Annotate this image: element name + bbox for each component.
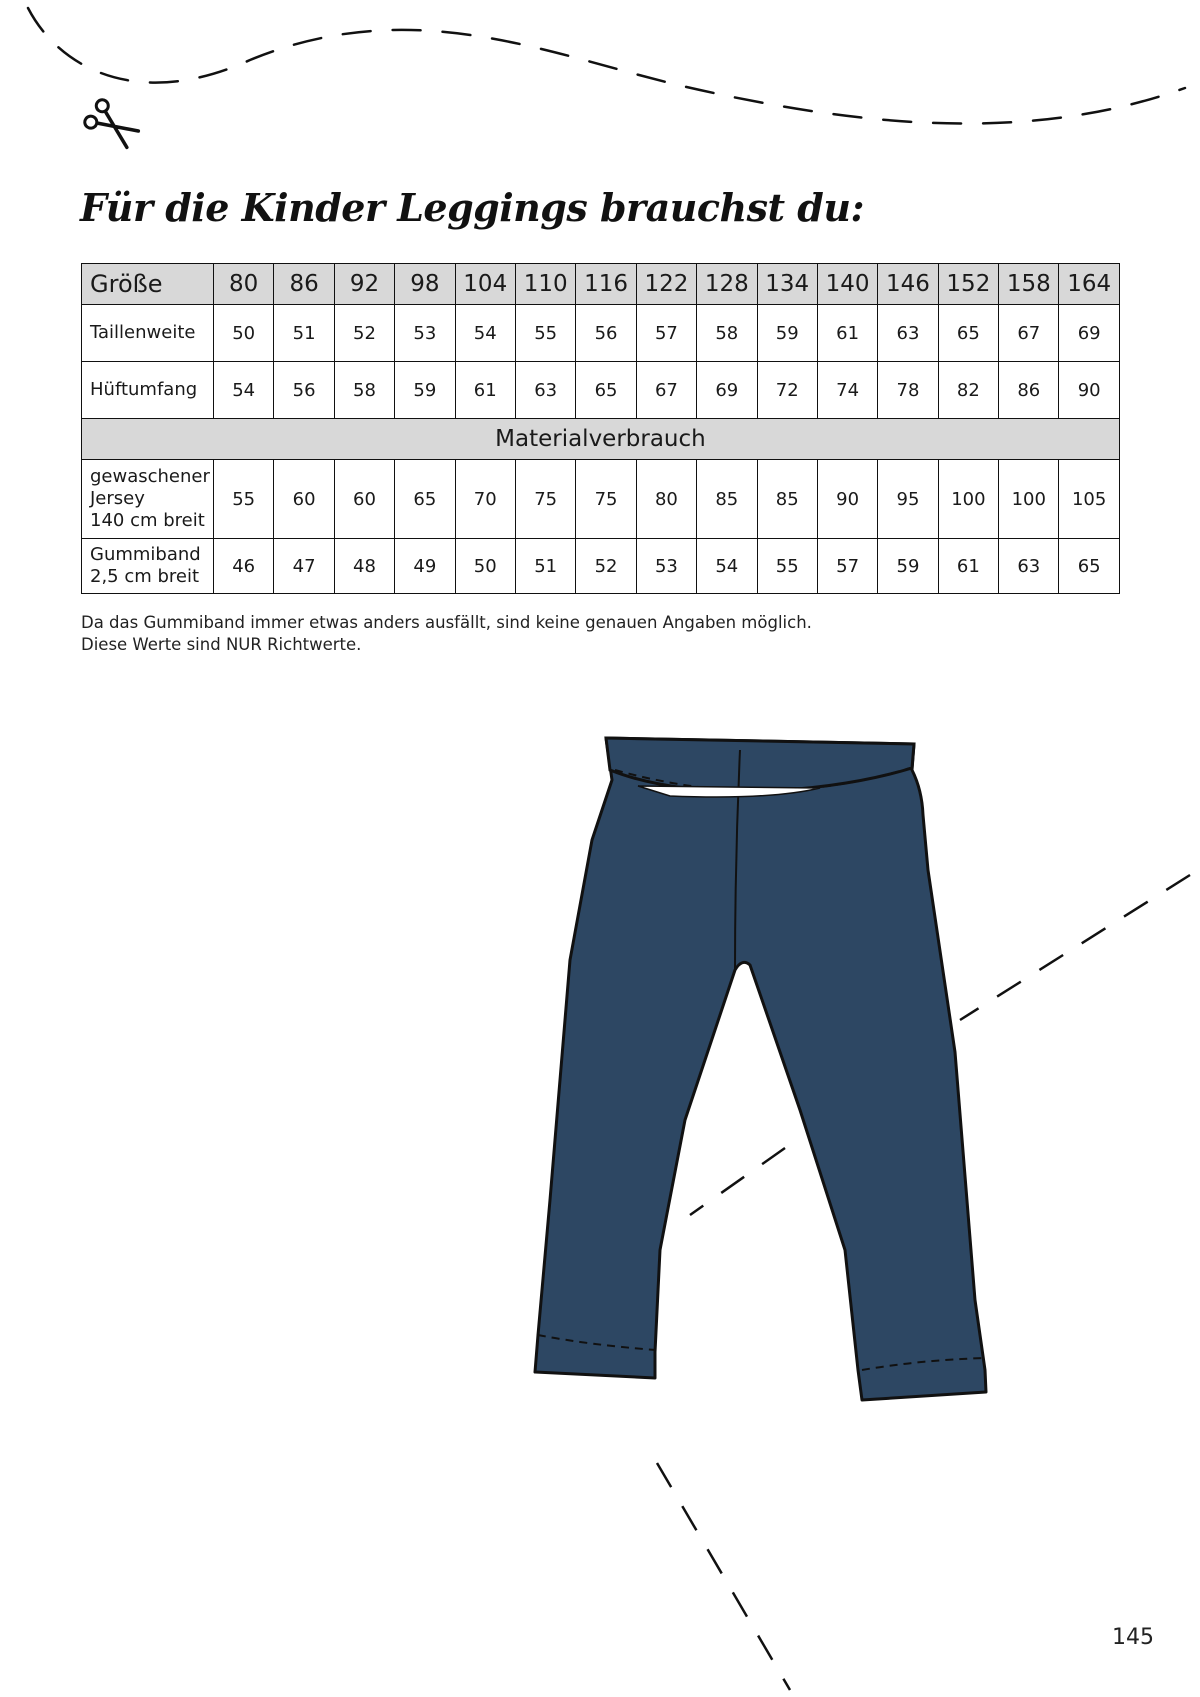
jersey-label-line: 140 cm breit [90, 510, 205, 531]
jersey-label [82, 460, 214, 539]
hip-cell: 90 [1059, 362, 1119, 419]
elastic-cell: 63 [999, 539, 1059, 594]
jersey-label-line: gewaschener [90, 466, 210, 487]
waist-cell: 59 [757, 305, 817, 362]
jersey-cell: 95 [878, 460, 938, 539]
jersey-row [82, 460, 1120, 539]
size-cell: 110 [515, 264, 575, 305]
waist-cell: 57 [636, 305, 696, 362]
leggings-body [535, 738, 986, 1400]
elastic-cell: 61 [938, 539, 998, 594]
material-section-row [82, 419, 1120, 460]
elastic-cell: 65 [1059, 539, 1119, 594]
waist-cell: 69 [1059, 305, 1119, 362]
size-cell: 128 [697, 264, 757, 305]
elastic-cell: 54 [697, 539, 757, 594]
jersey-cell: 60 [274, 460, 334, 539]
scissors-icon [82, 97, 141, 152]
waist-cell: 53 [395, 305, 455, 362]
elastic-label-line: 2,5 cm breit [90, 566, 200, 587]
hip-cell: 72 [757, 362, 817, 419]
elastic-cell: 46 [214, 539, 274, 594]
size-cell: 80 [214, 264, 274, 305]
waist-cell: 67 [999, 305, 1059, 362]
waist-cell: 63 [878, 305, 938, 362]
jersey-label-line: Jersey [90, 488, 145, 509]
elastic-label [82, 539, 214, 594]
size-table [81, 263, 1120, 594]
size-cell: 134 [757, 264, 817, 305]
elastic-cell: 47 [274, 539, 334, 594]
page-title: Für die Kinder Leggings brauchst du: [80, 185, 864, 230]
elastic-cell: 55 [757, 539, 817, 594]
elastic-cell: 57 [817, 539, 877, 594]
waist-cell: 58 [697, 305, 757, 362]
hip-cell: 82 [938, 362, 998, 419]
jersey-cell: 55 [214, 460, 274, 539]
elastic-cell: 49 [395, 539, 455, 594]
hip-cell: 63 [515, 362, 575, 419]
size-cell: 164 [1059, 264, 1119, 305]
size-cell: 122 [636, 264, 696, 305]
jersey-cell: 70 [455, 460, 515, 539]
jersey-cell: 100 [999, 460, 1059, 539]
leggings-illustration [520, 730, 990, 1450]
jersey-cell: 60 [334, 460, 394, 539]
waist-cell: 56 [576, 305, 636, 362]
waist-row [82, 305, 1120, 362]
jersey-cell: 90 [817, 460, 877, 539]
waist-cell: 54 [455, 305, 515, 362]
waist-cell: 55 [515, 305, 575, 362]
elastic-cell: 48 [334, 539, 394, 594]
size-cell: 92 [334, 264, 394, 305]
waist-cell: 52 [334, 305, 394, 362]
size-cell: 86 [274, 264, 334, 305]
jersey-cell: 85 [757, 460, 817, 539]
jersey-cell: 105 [1059, 460, 1119, 539]
note-line: Da das Gummiband immer etwas anders ausfällt, sind keine genauen Angaben möglich. [81, 613, 812, 632]
note-line: Diese Werte sind NUR Richtwerte. [81, 635, 362, 654]
size-cell: 140 [817, 264, 877, 305]
page-number: 145 [1112, 1625, 1154, 1650]
hip-cell: 54 [214, 362, 274, 419]
size-cell: 98 [395, 264, 455, 305]
size-label: Größe [82, 264, 214, 305]
hip-row [82, 362, 1120, 419]
hip-cell: 78 [878, 362, 938, 419]
elastic-cell: 52 [576, 539, 636, 594]
hip-cell: 65 [576, 362, 636, 419]
jersey-cell: 100 [938, 460, 998, 539]
jersey-cell: 75 [515, 460, 575, 539]
hip-cell: 61 [455, 362, 515, 419]
size-cell: 116 [576, 264, 636, 305]
hip-cell: 74 [817, 362, 877, 419]
elastic-cell: 53 [636, 539, 696, 594]
hip-cell: 69 [697, 362, 757, 419]
hip-cell: 59 [395, 362, 455, 419]
jersey-cell: 65 [395, 460, 455, 539]
size-cell: 152 [938, 264, 998, 305]
elastic-cell: 50 [455, 539, 515, 594]
waist-cell: 51 [274, 305, 334, 362]
hip-cell: 67 [636, 362, 696, 419]
size-cell: 104 [455, 264, 515, 305]
jersey-cell: 75 [576, 460, 636, 539]
elastic-label-line: Gummiband [90, 544, 201, 565]
size-cell: 158 [999, 264, 1059, 305]
hip-cell: 56 [274, 362, 334, 419]
jersey-cell: 80 [636, 460, 696, 539]
hip-cell: 58 [334, 362, 394, 419]
waist-cell: 65 [938, 305, 998, 362]
waist-label: Taillenweite [82, 305, 214, 362]
elastic-cell: 59 [878, 539, 938, 594]
jersey-cell: 85 [697, 460, 757, 539]
waist-cell: 50 [214, 305, 274, 362]
size-cell: 146 [878, 264, 938, 305]
hip-cell: 86 [999, 362, 1059, 419]
elastic-row [82, 539, 1120, 594]
hip-label: Hüftumfang [82, 362, 214, 419]
size-row [82, 264, 1120, 305]
material-heading: Materialverbrauch [82, 419, 1120, 460]
elastic-cell: 51 [515, 539, 575, 594]
waist-cell: 61 [817, 305, 877, 362]
note-text [81, 612, 981, 656]
